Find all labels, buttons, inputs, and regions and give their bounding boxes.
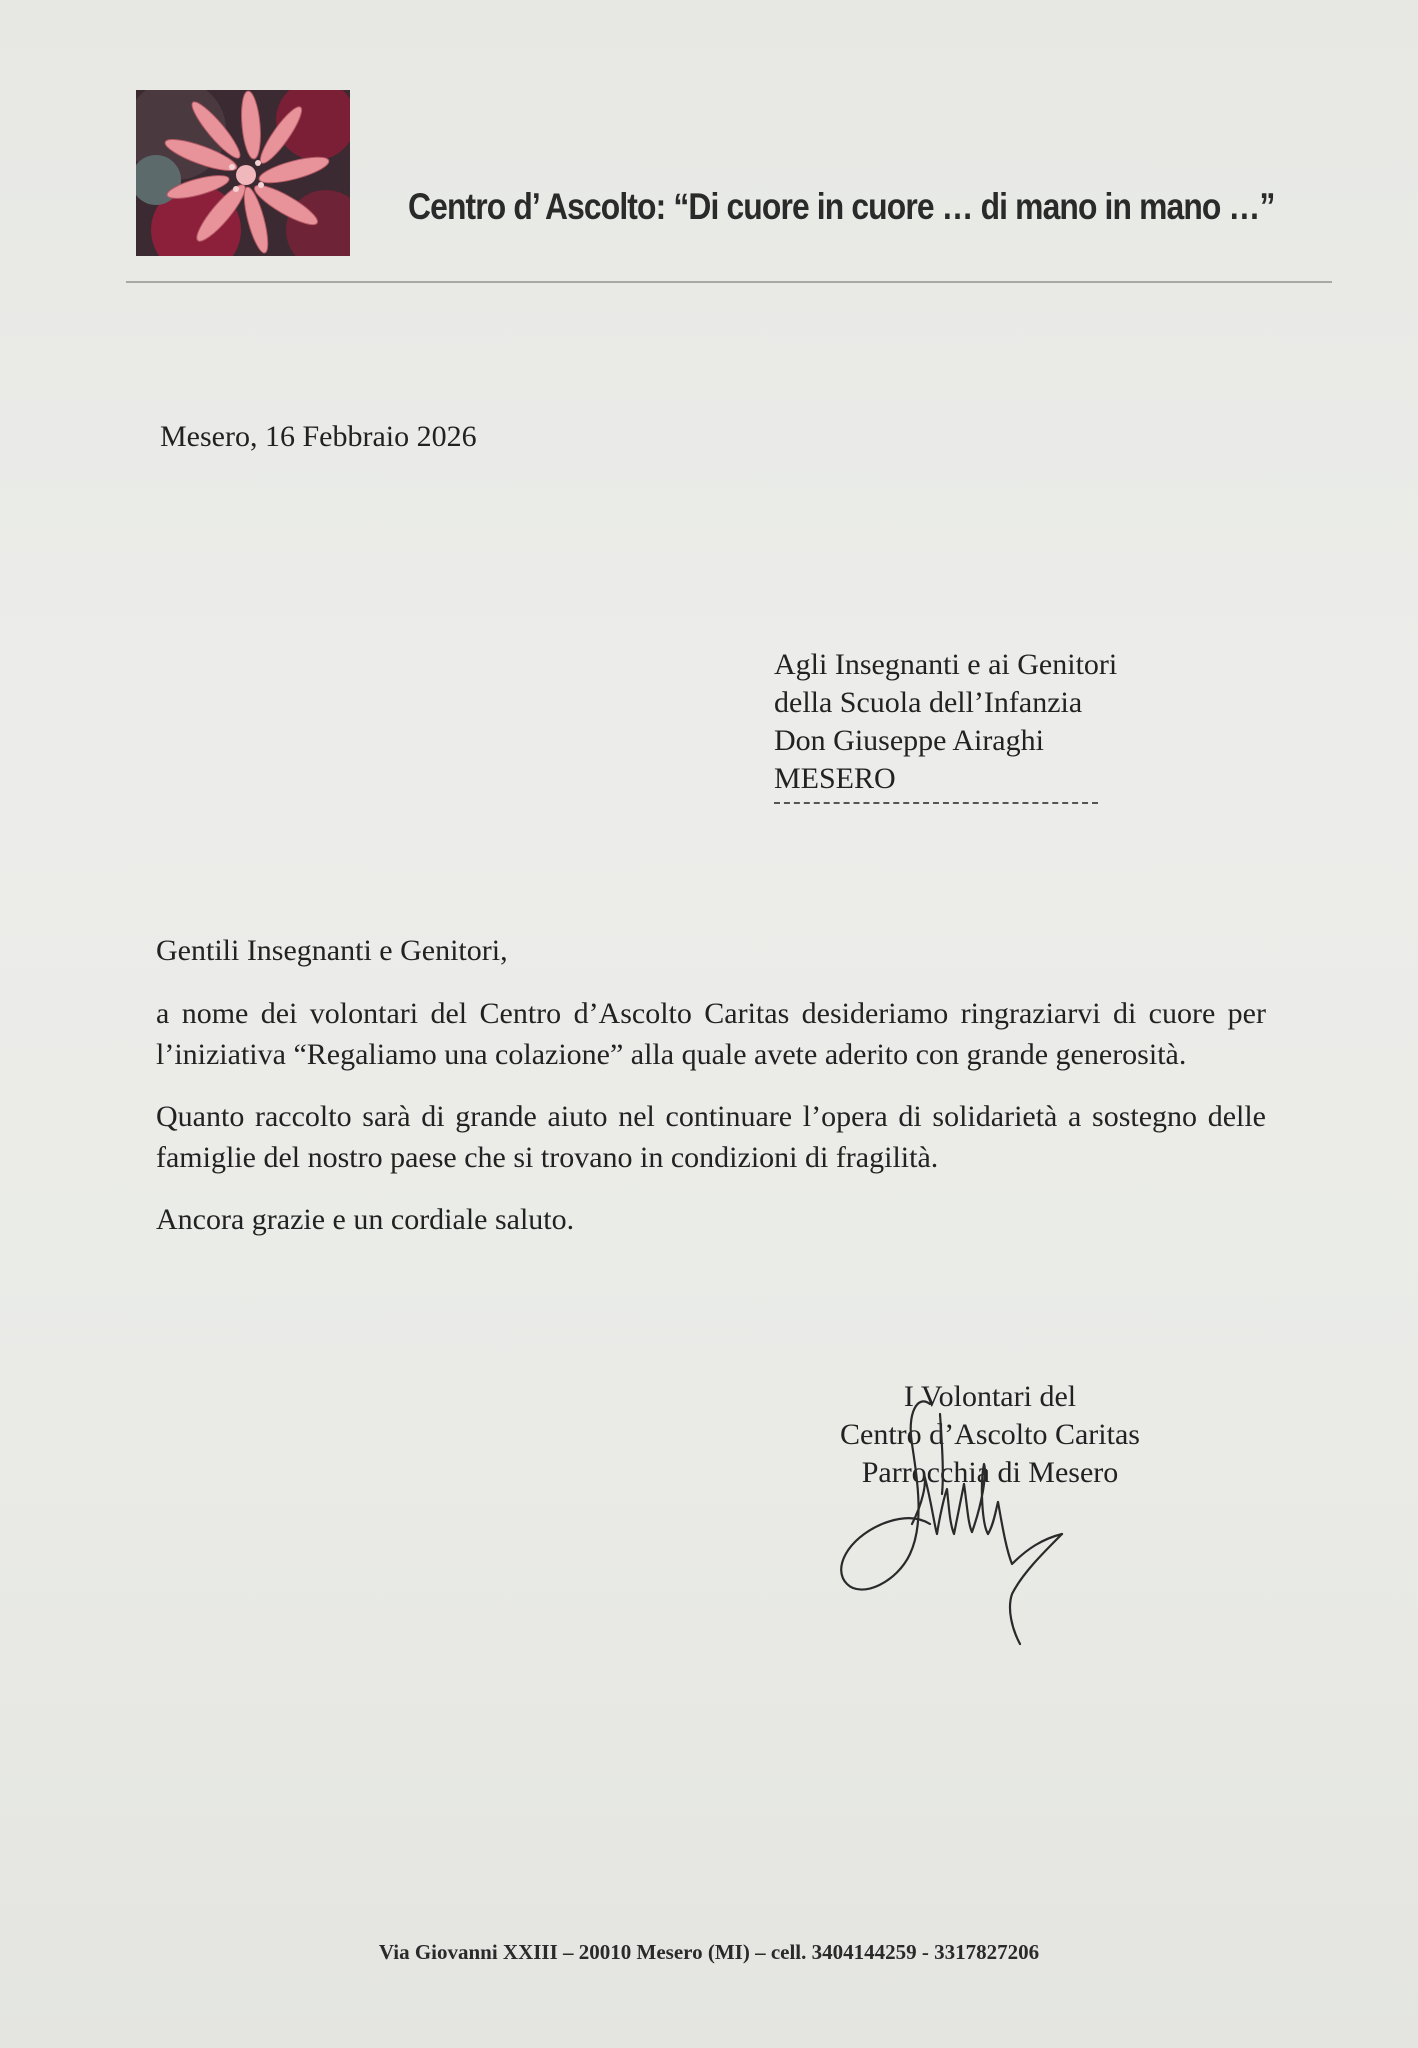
handwritten-signature: [812, 1374, 1112, 1674]
flower-icon: [136, 90, 350, 256]
body-paragraph: Ancora grazie e un cordiale saluto.: [156, 1203, 575, 1236]
closing-line: Parrocchia di Mesero: [861, 1456, 1119, 1489]
closing-line: I Volontari del: [903, 1380, 1077, 1413]
recipient-line: Don Giuseppe Airaghi: [774, 724, 1044, 757]
recipient-dashed-underline: [774, 802, 1098, 804]
closing-line: Centro d’Ascolto Caritas: [840, 1418, 1140, 1451]
footer-address: Via Giovanni XXIII – 20010 Mesero (MI) – cell. 3404144259 - 3317827206: [378, 1940, 1040, 1964]
body-paragraph: Quanto raccolto sarà di grande aiuto nel continuare l’opera di solidarietà a sostegno delle famiglie del nostro paese che si trovano in condizioni di fragilità.: [156, 1100, 1266, 1174]
header-divider: [126, 281, 1332, 283]
header-title: Centro d’ Ascolto: “Di cuore in cuore … di mano in mano …”: [408, 186, 1275, 227]
salutation: Gentili Insegnanti e Genitori,: [156, 934, 508, 967]
flower-logo-image: [136, 90, 350, 256]
recipient-line: della Scuola dell’Infanzia: [774, 686, 1083, 719]
body-paragraph: a nome dei volontari del Centro d’Ascolto Caritas desideriamo ringraziarvi di cuore per l’iniziativa “Regaliamo una colazione” alla quale avete aderito con grande generosità.: [156, 997, 1266, 1071]
recipient-line: Agli Insegnanti e ai Genitori: [774, 648, 1118, 681]
recipient-block: [774, 646, 1117, 804]
letter-body: [156, 930, 1266, 1261]
letter-date: Mesero, 16 Febbraio 2026: [160, 420, 477, 453]
recipient-line: MESERO: [774, 762, 896, 795]
